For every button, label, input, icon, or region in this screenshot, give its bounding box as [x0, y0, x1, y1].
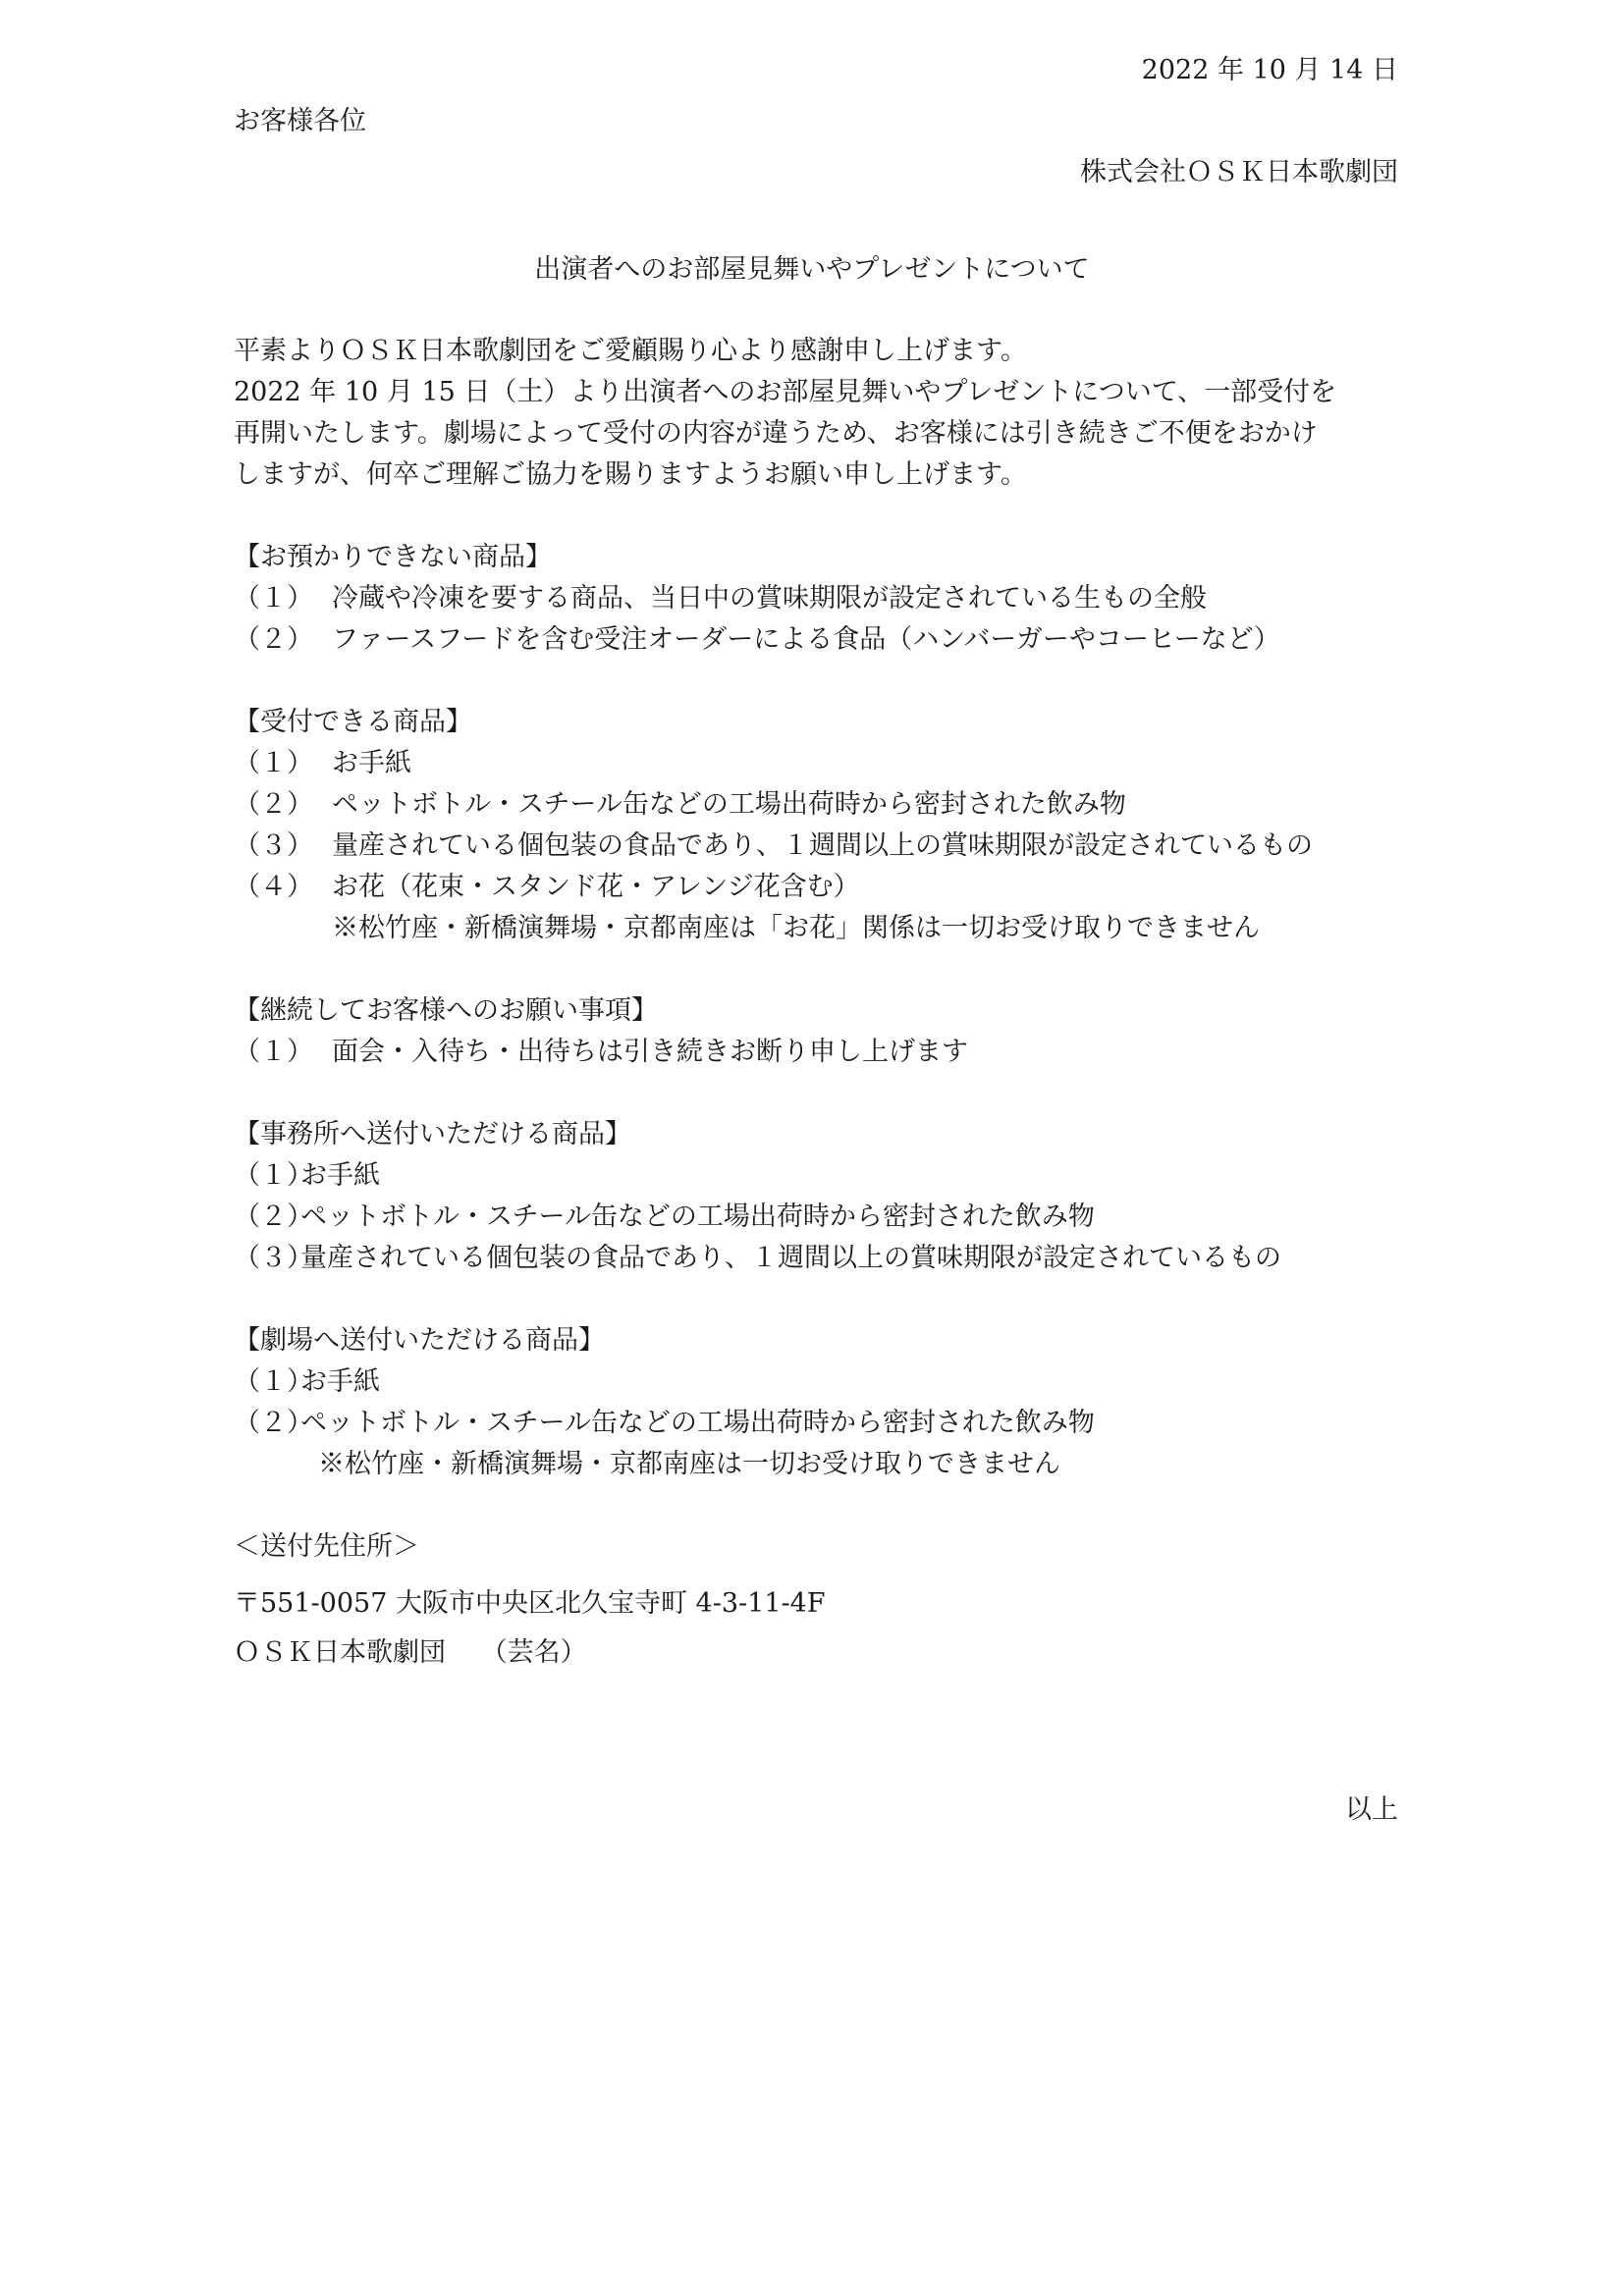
intro-line-4: しますが、何卒ご理解ご協力を賜りますようお願い申し上げます。 [234, 459, 1027, 490]
recipient-line: お客様各位 [234, 106, 366, 136]
section-heading-office: 【事務所へ送付いただける商品】 [234, 1119, 631, 1149]
section-heading-accepted: 【受付できる商品】 [234, 707, 472, 737]
addressee-line: ＯＳＫ日本歌劇団 （芸名） [234, 1637, 587, 1668]
list-item-number: （１） [234, 1037, 313, 1067]
section-heading-requests: 【継続してお客様へのお願い事項】 [234, 995, 658, 1026]
list-item-number: （３） [234, 830, 313, 861]
postal-address: 〒551-0057 大阪市中央区北久宝寺町 4-3-11-4F [234, 1588, 826, 1619]
list-item-number: （３） [234, 1243, 313, 1273]
intro-line-2: 2022 年 10 月 15 日（土）より出演者へのお部屋見舞いやプレゼントについて、一部受付を [234, 377, 1337, 407]
list-item-text: ペットボトル・スチール缶などの工場出荷時から密封された飲み物 [300, 1201, 1095, 1232]
list-item-number: （２） [234, 624, 313, 655]
list-item-text: 冷蔵や冷凍を要する商品、当日中の賞味期限が設定されている生もの全般 [332, 583, 1207, 614]
list-item-text: 量産されている個包装の食品であり、１週間以上の賞味期限が設定されているもの [332, 830, 1313, 861]
list-item-text: 面会・入待ち・出待ちは引き続きお断り申し上げます [332, 1037, 968, 1067]
list-item-number: （２） [234, 789, 313, 820]
document-title: 出演者へのお部屋見舞いやプレゼントについて [534, 254, 1090, 285]
section-heading-theater: 【劇場へ送付いただける商品】 [234, 1325, 605, 1356]
list-item-text: ペットボトル・スチール缶などの工場出荷時から密封された飲み物 [300, 1408, 1095, 1438]
list-item-text: お手紙 [332, 748, 411, 778]
list-item-number: （１） [234, 1366, 313, 1397]
list-item-number: （２） [234, 1408, 313, 1438]
closing-mark: 以上 [1345, 1794, 1398, 1825]
list-item-number: （４） [234, 872, 313, 902]
list-item-number: （２） [234, 1201, 313, 1232]
list-item-number: （１） [234, 1160, 313, 1191]
section-heading-not-accepted: 【お預かりできない商品】 [234, 542, 552, 572]
list-item-number: （１） [234, 583, 313, 614]
list-item-number: （１） [234, 748, 313, 778]
flower-note: ※松竹座・新橋演舞場・京都南座は「お花」関係は一切お受け取りできません [332, 913, 1260, 943]
list-item-text: お花（花束・スタンド花・アレンジ花含む） [332, 872, 860, 902]
list-item-text: お手紙 [300, 1366, 380, 1397]
list-item-text: 量産されている個包装の食品であり、１週間以上の賞味期限が設定されているもの [300, 1243, 1281, 1273]
address-heading: ＜送付先住所＞ [234, 1531, 419, 1562]
list-item-text: ファースフードを含む受注オーダーによる食品（ハンバーガーやコーヒーなど） [332, 624, 1280, 655]
intro-line-1: 平素よりＯＳＫ日本歌劇団をご愛顧賜り心より感謝申し上げます。 [234, 336, 1027, 366]
sender-line: 株式会社ＯＳＫ日本歌劇団 [1080, 157, 1398, 187]
list-item-text: ペットボトル・スチール缶などの工場出荷時から密封された飲み物 [332, 789, 1126, 820]
theater-note: ※松竹座・新橋演舞場・京都南座は一切お受け取りできません [318, 1449, 1060, 1479]
intro-line-3: 再開いたします。劇場によって受付の内容が違うため、お客様には引き続きご不便をおかけ [234, 418, 1318, 449]
list-item-text: お手紙 [300, 1160, 380, 1191]
document-date: 2022 年 10 月 14 日 [1141, 55, 1398, 85]
